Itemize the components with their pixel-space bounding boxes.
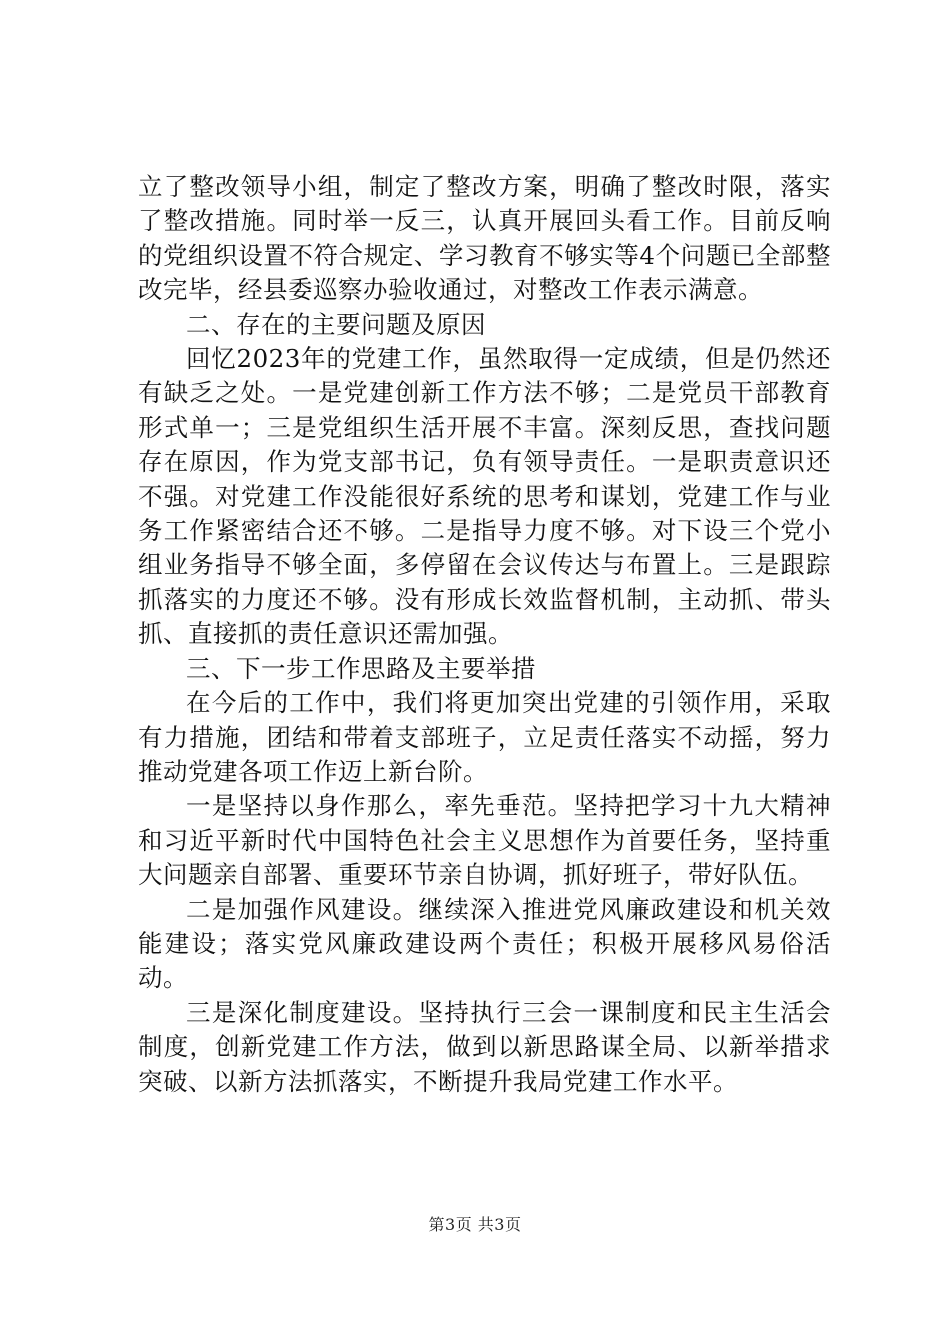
document-body xyxy=(138,170,831,1099)
paragraph: 三是深化制度建设。坚持执行三会一课制度和民主生活会制度，创新党建工作方法，做到以新思路谋全局、以新举措求突破、以新方法抓落实，不断提升我局党建工作水平。 xyxy=(138,997,831,1096)
page-number-footer: 第3页 共3页 xyxy=(428,1215,522,1234)
paragraph: 回忆2023年的党建工作，虽然取得一定成绩，但是仍然还有缺乏之处。一是党建创新工作方法不够；二是党员干部教育形式单一；三是党组织生活开展不丰富。深刻反思，查找问题存在原因，作为党支部书记，负有领导责任。一是职责意识还不强。对党建工作没能很好系统的思考和谋划，党建工作与业务工作紧密结合还不够。二是指导力度不够。对下设三个党小组业务指导不够全面，多停留在会议传达与布置上。三是跟踪抓落实的力度还不够。没有形成长效监督机制，主动抓、带头抓、直接抓的责任意识还需加强。 xyxy=(138,344,831,649)
paragraph: 一是坚持以身作那么，率先垂范。坚持把学习十九大精神和习近平新时代中国特色社会主义思想作为首要任务，坚持重大问题亲自部署、重要环节亲自协调，抓好班子，带好队伍。 xyxy=(138,791,831,890)
paragraph: 在今后的工作中，我们将更加突出党建的引领作用，采取有力措施，团结和带着支部班子，立足责任落实不动摇，努力推动党建各项工作迈上新台阶。 xyxy=(138,688,831,786)
paragraph: 立了整改领导小组，制定了整改方案，明确了整改时限，落实了整改措施。同时举一反三，认真开展回头看工作。目前反响的党组织设置不符合规定、学习教育不够实等4个问题已全部整改完毕，经县委巡察办验收通过，对整改工作表示满意。 xyxy=(138,172,831,305)
section-heading: 三、下一步工作思路及主要举措 xyxy=(186,653,536,683)
paragraph: 二是加强作风建设。继续深入推进党风廉政建设和机关效能建设；落实党风廉政建设两个责任；积极开展移风易俗活动。 xyxy=(138,894,831,993)
section-heading: 二、存在的主要问题及原因 xyxy=(186,309,486,339)
